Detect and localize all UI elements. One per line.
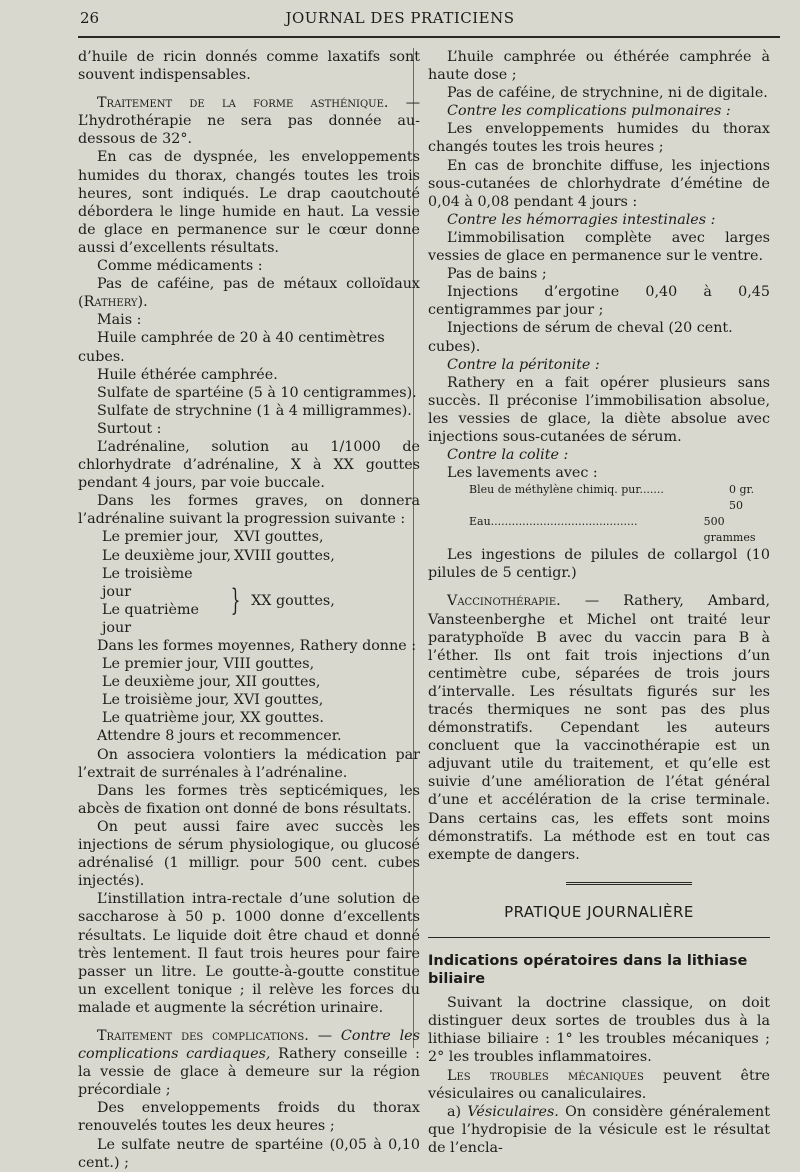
dose-day: Le premier jour, (102, 529, 219, 546)
text-run: Attendre 8 jours et recommencer. (97, 728, 342, 745)
text-run: Injections de sérum de cheval (20 cent. cubes). (428, 320, 733, 355)
brace-symbol: } (230, 582, 241, 618)
text-run: a) (447, 1103, 468, 1120)
paragraph (428, 283, 770, 319)
paragraph (78, 818, 420, 890)
paragraph (78, 48, 420, 84)
paragraph (78, 1027, 420, 1099)
paragraph (428, 229, 770, 265)
paragraph (428, 1103, 770, 1157)
paragraph (78, 746, 420, 782)
text-run: Le sulfate neutre de spartéine (0,05 à 0,10 cent.) ; (78, 1136, 420, 1171)
paragraph (428, 464, 770, 482)
right-paragraphs-3 (428, 994, 770, 1157)
article-title: Indications opératoires dans la lithiase biliaire (428, 952, 748, 988)
section-title: PRATIQUE JOURNALIÈRE (504, 902, 694, 921)
text-run: — Rathery, Ambard, Vansteenberghe et Michel ont traité leur paratyphoïde B avec du vaccin para B à l’éther. Ils ont fait trois injections d’un centimètre cube, séparées de trois jours d’intervalle. Les résultats figurés sur les tracés thermiques ne sont pas des plus démonstratifs. Cependant les auteurs concluent que la vaccinothérapie est un adjuvant utile du traitement, et qu’elle est suivie d’une amélioration de l’état général d’une et accélération de la crise terminale. Dans certains cas, les effets sont moins démonstratifs. La méthode est en tout cas exempte de dangers. (428, 593, 770, 863)
left-paragraphs-1 (78, 48, 420, 528)
dose-row: Le premier jour, VIII gouttes, (102, 656, 315, 673)
italic-run: Contre les complications cardiaques, (78, 1027, 420, 1063)
text-run: Les lavements avec : (447, 465, 598, 482)
paragraph (78, 275, 420, 311)
text-run: Pas de bains ; (447, 266, 547, 283)
paragraph (78, 148, 420, 257)
text-run: ). (137, 294, 148, 311)
page-header (0, 0, 800, 40)
paragraph (78, 727, 420, 745)
dose-row: Le troisième jour, XVI gouttes, (102, 692, 324, 709)
text-run: L’adrénaline, solution au 1/1000 de chlorhydrate d’adrénaline, X à XX gouttes pendant 4 jours, par voie buccale. (78, 438, 420, 492)
text-run: Sulfate de strychnine (1 à 4 milligrammes). (97, 402, 412, 419)
dose-table-grave (78, 528, 420, 564)
small-caps-heading: Traitement des complications. (97, 1027, 309, 1044)
paragraph (78, 384, 420, 402)
text-run: On considère généralement que l’hydropisie de la vésicule est le résultat de l’encla- (428, 1103, 770, 1156)
paragraph (78, 637, 420, 655)
text-run: Sulfate de spartéine (5 à 10 centigrammes). (97, 384, 417, 401)
text-run: L’huile camphrée ou éthérée camphrée à haute dose ; (428, 49, 770, 84)
page-number: 26 (80, 9, 100, 27)
dose-line: Le quatrième jour (102, 601, 200, 636)
left-paragraphs-3 (78, 727, 420, 1171)
paragraph (428, 48, 770, 84)
paragraph (428, 356, 770, 374)
small-caps-heading: Traitement de la forme asthénique. (97, 95, 389, 112)
header-rule (78, 36, 780, 38)
italic-run: Contre les hémorragies intestinales : (447, 211, 716, 228)
small-caps-name: Rathery (83, 294, 138, 311)
paragraph (78, 94, 420, 148)
text-run: Les ingestions de pilules de collargol (10 pilules de 5 centigr.) (428, 547, 770, 582)
formula-ingredient: Eau.......................................... (469, 515, 638, 529)
text-run: En cas de bronchite diffuse, les injections sous-cutanées de chlorhydrate d’émétine de 0,04 à 0,08 pendant 4 jours : (428, 157, 770, 210)
right-column (428, 48, 770, 1157)
paragraph (78, 311, 420, 329)
paragraph (428, 1067, 770, 1103)
text-run: — (308, 1027, 341, 1044)
small-caps-heading: Les troubles mécaniques (447, 1067, 644, 1084)
dose-row: Le quatrième jour, XX gouttes. (102, 710, 324, 727)
right-paragraphs-2 (428, 546, 770, 864)
section-rule (566, 882, 692, 887)
text-run: Suivant la doctrine classique, on doit distinguer deux sortes de troubles dus à la lithiase biliaire : 1° les troubles mécaniques ; 2° les troubles inflammatoires. (428, 995, 770, 1066)
right-paragraphs-1 (428, 48, 770, 482)
italic-run: Contre la péritonite : (447, 356, 600, 373)
text-run: Injections d’ergotine 0,40 à 0,45 centigrammes par jour ; (428, 284, 770, 319)
dose-row (78, 547, 420, 565)
text-run: L’instillation intra-rectale d’une solution de saccharose à 50 p. 1000 donne d’excellents résultats. Le liquide doit être chaud et donné très lentement. Il faut trois heures pour faire passer un litre. Le goutte-à-goutte constitue un excellent tonique ; il relève les forces du malade et augmente la sécrétion urinaire. (78, 891, 420, 1016)
text-run: On peut aussi faire avec succès les injections de sérum physiologique, ou glucosé adrénalisé (1 milligr. pour 500 cent. cubes injectés). (78, 818, 420, 890)
paragraph (428, 265, 770, 283)
dose-line: Le troisième jour (102, 565, 193, 600)
lavement-formula (428, 482, 770, 546)
text-run: Rathery conseille : la vessie de glace à demeure sur la région précordiale ; (78, 1046, 420, 1099)
dose-row (78, 528, 420, 546)
paragraph (428, 84, 770, 102)
paragraph (78, 782, 420, 818)
text-run: Dans les formes graves, on donnera l’adrénaline suivant la progression suivante : (78, 493, 420, 528)
text-run: Huile camphrée de 20 à 40 centimètres cubes. (78, 330, 385, 365)
text-run: Surtout : (97, 420, 162, 437)
italic-run: Contre les complications pulmonaires : (447, 103, 731, 120)
paragraph (428, 374, 770, 446)
paragraph (78, 366, 420, 384)
paragraph (428, 446, 770, 464)
section-underline (428, 937, 770, 938)
formula-row (469, 482, 770, 514)
paragraph (428, 592, 770, 863)
left-column (78, 48, 420, 1172)
paragraph (428, 120, 770, 156)
dose-brace-row (78, 565, 420, 637)
text-run: peuvent être vésiculaires ou canaliculaires. (428, 1067, 770, 1102)
text-run: — L’hydrothérapie ne sera pas donnée au-dessous de 32°. (78, 95, 420, 148)
text-run: Mais : (97, 312, 142, 329)
dose-day: Le deuxième jour, (102, 547, 232, 564)
paragraph (78, 890, 420, 1017)
formula-quantity: 0 gr. 50 (729, 483, 755, 513)
paragraph (428, 319, 770, 355)
dose-table-moyenne (78, 655, 420, 727)
paragraph (78, 257, 420, 275)
text-run: L’immobilisation complète avec larges vessies de glace en permanence sur le ventre. (428, 229, 770, 265)
small-caps-heading: Vaccinothérapie. (447, 593, 561, 610)
text-run: Pas de caféine, pas de métaux colloïdaux ( (78, 276, 420, 311)
italic-run: Vésiculaires. (467, 1103, 559, 1120)
text-run: Les enveloppements humides du thorax changés toutes les trois heures ; (428, 121, 770, 156)
paragraph (78, 329, 420, 365)
left-paragraphs-2 (78, 637, 420, 655)
paragraph (428, 157, 770, 211)
dose-value: XVIII gouttes, (234, 547, 335, 564)
paragraph (428, 546, 770, 582)
paragraph (78, 402, 420, 420)
text-run: d’huile de ricin donnés comme laxatifs sont souvent indispensables. (78, 49, 420, 84)
journal-title: JOURNAL DES PRATICIENS (285, 9, 515, 27)
text-run: Huile éthérée camphrée. (97, 366, 278, 383)
dose-row: Le deuxième jour, XII gouttes, (102, 674, 321, 691)
formula-quantity: 500 grammes (703, 515, 756, 545)
paragraph (78, 1099, 420, 1135)
paragraph (78, 420, 420, 438)
paragraph (78, 438, 420, 492)
dose-value: XX gouttes, (251, 592, 335, 609)
paragraph (428, 211, 770, 229)
formula-ingredient: Bleu de méthylène chimiq. pur....... (469, 483, 664, 497)
paragraph (428, 102, 770, 120)
paragraph (428, 994, 770, 1066)
text-run: On associera volontiers la médication par l’extrait de surrénales à l’adrénaline. (78, 746, 420, 781)
paragraph (78, 1136, 420, 1172)
text-run: Des enveloppements froids du thorax renouvelés toutes les deux heures ; (78, 1100, 420, 1135)
text-run: Rathery en a fait opérer plusieurs sans succès. Il préconise l’immobilisation absolue, les vessies de glace, la diète absolue avec injections sous-cutanées de sérum. (428, 374, 770, 445)
formula-row (469, 514, 770, 546)
italic-run: Contre la colite : (447, 447, 569, 464)
text-run: Dans les formes moyennes, Rathery donne : (97, 638, 417, 654)
text-run: Pas de caféine, de strychnine, ni de digitale. (447, 85, 768, 102)
text-run: En cas de dyspnée, les enveloppements humides du thorax, changés toutes les trois heures, sont indiqués. Le drap caoutchouté débordera le linge humide en haut. La vessie de glace en permanence sur le cœur donne aussi d’excellents résultats. (78, 149, 420, 256)
dose-value: XVI gouttes, (234, 529, 324, 546)
paragraph (78, 492, 420, 528)
text-run: Comme médicaments : (97, 258, 263, 275)
text-run: Dans les formes très septicémiques, les abcès de fixation ont donné de bons résultats. (78, 782, 420, 817)
